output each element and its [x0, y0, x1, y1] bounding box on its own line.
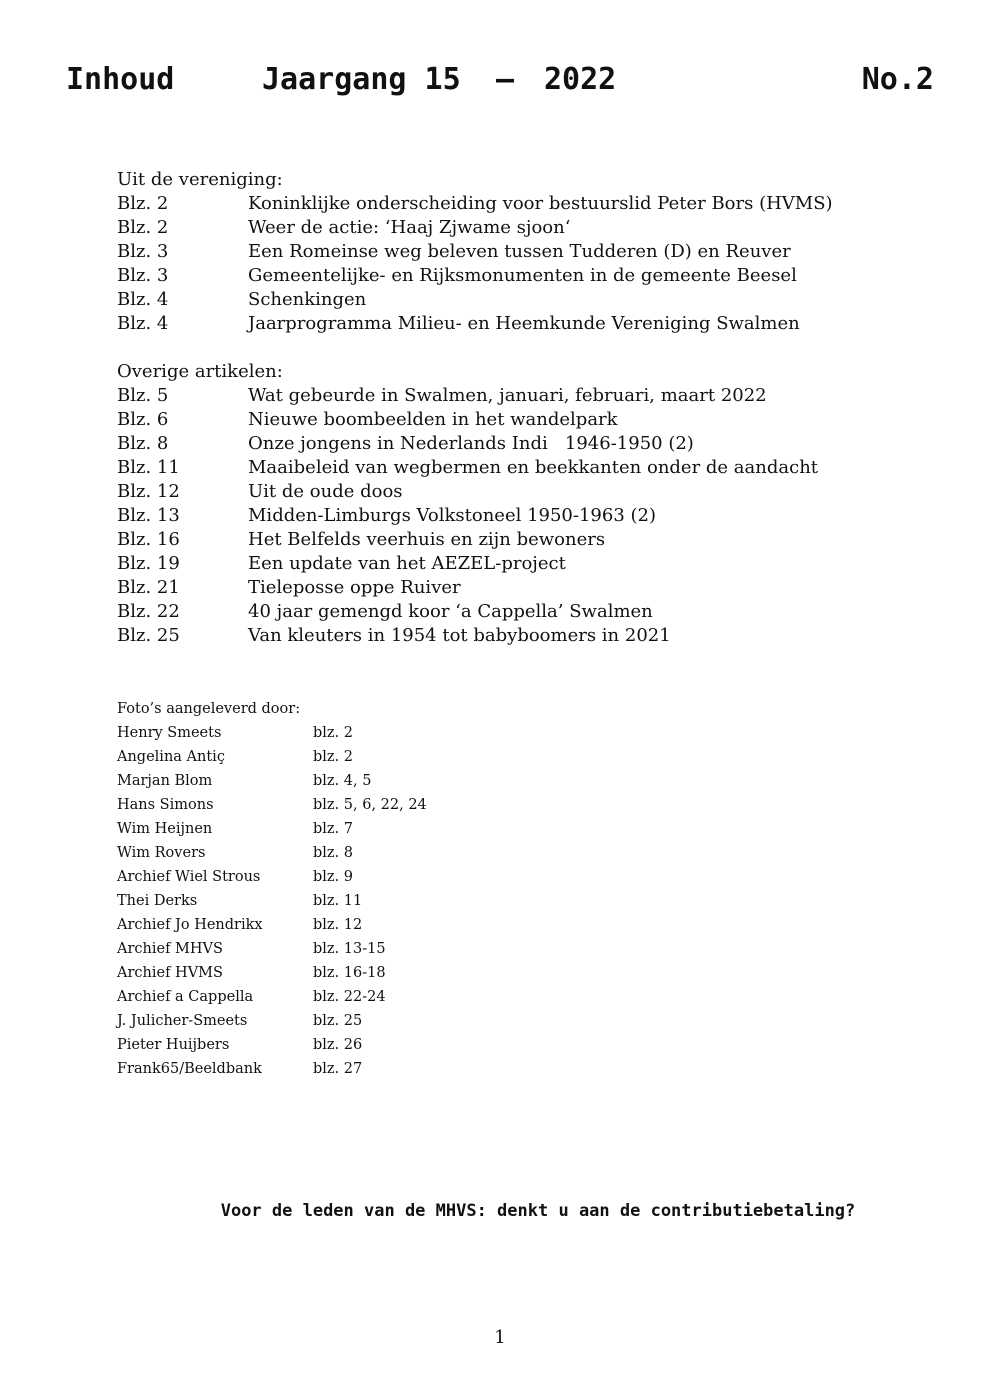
credit-entry — [117, 961, 537, 985]
toc-page: Blz. 8 — [117, 433, 169, 454]
credit-entry — [117, 769, 537, 793]
contribution-notice: Voor de leden van de MHVS: denkt u aan de contributiebetaling? — [220, 1201, 856, 1221]
credit-entry — [117, 1009, 537, 1033]
credit-name: J. Julicher-Smeets — [117, 1013, 248, 1029]
toc-title: Het Belfelds veerhuis en zijn bewoners — [248, 529, 606, 550]
header-issue-number: No.2 — [861, 62, 934, 97]
credit-name: Archief Jo Hendrikx — [117, 917, 263, 933]
credit-name: Henry Smeets — [117, 725, 222, 741]
credit-name: Hans Simons — [117, 797, 214, 813]
credits-heading: Foto’s aangeleverd door: — [117, 701, 301, 717]
page-header — [66, 58, 934, 102]
toc-page: Blz. 13 — [117, 505, 180, 526]
credit-entry — [117, 937, 537, 961]
credit-entry — [117, 985, 537, 1009]
credit-name: Archief a Cappella — [117, 989, 254, 1005]
toc-title: Tieleposse oppe Ruiver — [248, 577, 461, 598]
credit-pages: blz. 26 — [313, 1037, 363, 1053]
credit-pages: blz. 2 — [313, 725, 354, 741]
toc-title: Van kleuters in 1954 tot babyboomers in 2021 — [248, 625, 671, 646]
credit-name: Archief HVMS — [117, 965, 223, 981]
credit-pages: blz. 12 — [313, 917, 363, 933]
toc-section-overige — [117, 360, 877, 648]
credit-name: Wim Heijnen — [117, 821, 213, 837]
toc-entry — [117, 552, 877, 576]
toc-title: Schenkingen — [248, 289, 367, 310]
credit-pages: blz. 25 — [313, 1013, 363, 1029]
toc-title: Uit de oude doos — [248, 481, 403, 502]
credit-name: Wim Rovers — [117, 845, 206, 861]
toc-page: Blz. 12 — [117, 481, 180, 502]
toc-title: Een Romeinse weg beleven tussen Tudderen (D) en Reuver — [248, 241, 791, 262]
toc-title: Weer de actie: ‘Haaj Zjwame sjoon‘ — [248, 217, 571, 238]
credit-entry — [117, 793, 537, 817]
toc-page: Blz. 5 — [117, 385, 169, 406]
credit-name: Thei Derks — [117, 893, 198, 909]
credit-name: Angelina Antiç — [117, 749, 225, 765]
header-jaargang: Jaargang 15 — [262, 62, 461, 97]
toc-page: Blz. 22 — [117, 601, 180, 622]
toc-entry — [117, 240, 877, 264]
credit-pages: blz. 4, 5 — [313, 773, 372, 789]
credit-name: Frank65/Beeldbank — [117, 1061, 262, 1077]
header-year: 2022 — [544, 62, 617, 97]
header-title: Inhoud — [66, 62, 175, 97]
toc-section-vereniging — [117, 168, 877, 336]
credit-entry — [117, 841, 537, 865]
toc-entry — [117, 600, 877, 624]
toc-title: Koninklijke onderscheiding voor bestuurslid Peter Bors (HVMS) — [248, 193, 833, 214]
toc-title: Wat gebeurde in Swalmen, januari, februari, maart 2022 — [248, 385, 767, 406]
credit-entry — [117, 889, 537, 913]
toc-entry — [117, 408, 877, 432]
credit-entry — [117, 1033, 537, 1057]
toc-entry — [117, 624, 877, 648]
toc-title: Onze jongens in Nederlands Indi 1946-1950 (2) — [248, 433, 694, 454]
toc-entry — [117, 312, 877, 336]
credit-pages: blz. 13-15 — [313, 941, 386, 957]
toc-entry — [117, 504, 877, 528]
credit-pages: blz. 27 — [313, 1061, 363, 1077]
credit-entry — [117, 1057, 537, 1081]
credit-pages: blz. 9 — [313, 869, 354, 885]
toc-page: Blz. 25 — [117, 625, 180, 646]
credit-pages: blz. 16-18 — [313, 965, 386, 981]
toc-entry — [117, 288, 877, 312]
credit-pages: blz. 22-24 — [313, 989, 386, 1005]
credit-entry — [117, 721, 537, 745]
credit-name: Marjan Blom — [117, 773, 213, 789]
toc-entry — [117, 192, 877, 216]
toc-entry — [117, 432, 877, 456]
toc-title: Jaarprogramma Milieu- en Heemkunde Vereniging Swalmen — [248, 313, 800, 334]
credit-pages: blz. 7 — [313, 821, 354, 837]
credit-pages: blz. 11 — [313, 893, 363, 909]
credit-pages: blz. 5, 6, 22, 24 — [313, 797, 427, 813]
toc-entry — [117, 456, 877, 480]
toc-page: Blz. 4 — [117, 313, 169, 334]
toc-entry — [117, 216, 877, 240]
credit-entry — [117, 865, 537, 889]
toc-page: Blz. 6 — [117, 409, 169, 430]
toc-title: Gemeentelijke- en Rijksmonumenten in de gemeente Beesel — [248, 265, 797, 286]
toc-title: Midden-Limburgs Volkstoneel 1950-1963 (2) — [248, 505, 656, 526]
toc-entry — [117, 576, 877, 600]
toc-title: Maaibeleid van wegbermen en beekkanten onder de aandacht — [248, 457, 819, 478]
toc-page: Blz. 4 — [117, 289, 169, 310]
toc-title: Nieuwe boombeelden in het wandelpark — [248, 409, 618, 430]
toc-entry — [117, 480, 877, 504]
toc-entry — [117, 264, 877, 288]
toc-page: Blz. 2 — [117, 217, 169, 238]
toc-page: Blz. 3 — [117, 241, 169, 262]
toc-page: Blz. 19 — [117, 553, 180, 574]
toc-page: Blz. 21 — [117, 577, 180, 598]
section-heading: Overige artikelen: — [117, 361, 283, 382]
credit-name: Pieter Huijbers — [117, 1037, 230, 1053]
credit-name: Archief MHVS — [117, 941, 223, 957]
credit-pages: blz. 2 — [313, 749, 354, 765]
toc-page: Blz. 11 — [117, 457, 180, 478]
page-number: 1 — [494, 1327, 506, 1348]
credit-entry — [117, 817, 537, 841]
toc-title: Een update van het AEZEL-project — [248, 553, 566, 574]
credit-entry — [117, 913, 537, 937]
section-heading: Uit de vereniging: — [117, 169, 283, 190]
toc-page: Blz. 3 — [117, 265, 169, 286]
toc-entry — [117, 384, 877, 408]
toc-page: Blz. 2 — [117, 193, 169, 214]
toc-entry — [117, 528, 877, 552]
credit-name: Archief Wiel Strous — [117, 869, 261, 885]
photo-credits — [117, 697, 537, 1081]
credit-pages: blz. 8 — [313, 845, 354, 861]
toc-title: 40 jaar gemengd koor ‘a Cappella’ Swalmen — [248, 601, 653, 622]
credit-entry — [117, 745, 537, 769]
toc-page: Blz. 16 — [117, 529, 180, 550]
header-dash: – — [496, 62, 515, 97]
